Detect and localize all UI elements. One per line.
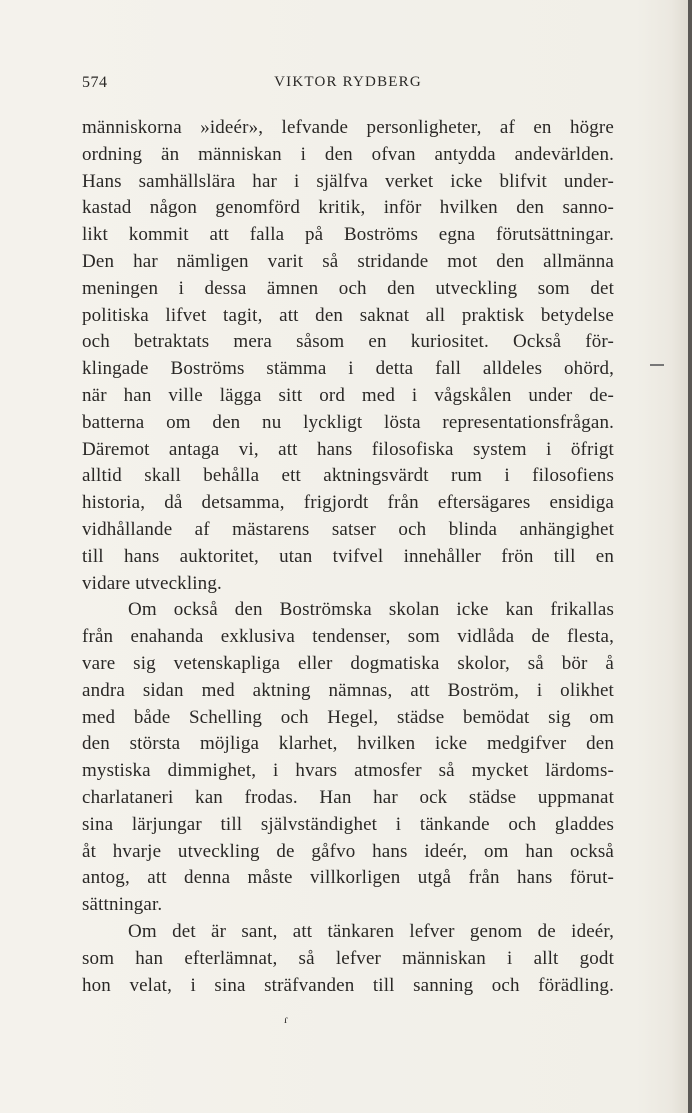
text-line: Om det är sant, att tänkaren lefver genom de ideér, <box>128 920 614 942</box>
text-line: antog, att denna måste villkorligen utgå från hans förut- <box>82 867 614 889</box>
text-line: Däremot antaga vi, att hans filosofiska system i öfrigt <box>82 438 614 460</box>
text-line: historia, då detsamma, frigjordt från eftersägares ensidiga <box>82 492 614 514</box>
page-header <box>82 74 614 98</box>
text-line: sina lärjungar till självständighet i tänkande och gladdes <box>82 813 614 835</box>
text-line: sättningar. <box>82 894 163 916</box>
body-text <box>82 115 614 999</box>
text-line: Den har nämligen varit så stridande mot den allmänna <box>82 250 614 272</box>
text-line: hon velat, i sina sträfvanden till sanning och förädling. <box>82 974 614 996</box>
running-head: VIKTOR RYDBERG <box>274 74 422 90</box>
text-line: andra sidan med aktning nämnas, att Boström, i olikhet <box>82 679 614 701</box>
text-line: vidare utveckling. <box>82 572 222 594</box>
text-line: klingade Boströms stämma i detta fall alldeles ohörd, <box>82 358 614 380</box>
text-line: alltid skall behålla ett aktningsvärdt rum i filosofiens <box>82 465 614 487</box>
text-line: Hans samhällslära har i själfva verket icke blifvit under- <box>82 170 614 192</box>
text-line: ordning än människan i den ofvan antydda andevärlden. <box>82 143 614 165</box>
printer-mark: ɾ <box>284 1012 288 1026</box>
text-line: mystiska dimmighet, i hvars atmosfer så mycket lärdoms- <box>82 760 614 782</box>
margin-mark <box>650 364 664 366</box>
page-edge <box>688 0 692 1113</box>
text-line: vidhållande af mästarens satser och blinda anhängighet <box>82 518 614 540</box>
text-line: åt hvarje utveckling de gåfvo hans ideér, om han också <box>82 840 614 862</box>
text-line: och betraktats mera såsom en kuriositet. Också för- <box>82 331 614 353</box>
text-line: meningen i dessa ämnen och den utveckling som det <box>82 277 614 299</box>
text-line: från enahanda exklusiva tendenser, som vidlåda de flesta, <box>82 626 614 648</box>
text-line: Om också den Boströmska skolan icke kan frikallas <box>128 599 614 621</box>
text-line: batterna om den nu lyckligt lösta representationsfrågan. <box>82 411 614 433</box>
text-line: med både Schelling och Hegel, städse bemödat sig om <box>82 706 614 728</box>
text-line: den största möjliga klarhet, hvilken icke medgifver den <box>82 733 614 755</box>
text-line: kastad någon genomförd kritik, inför hvilken den sanno- <box>82 197 614 219</box>
text-line: charlataneri kan frodas. Han har ock städse uppmanat <box>82 786 614 808</box>
text-line: vare sig vetenskapliga eller dogmatiska skolor, så bör å <box>82 652 614 674</box>
page-number: 574 <box>82 74 108 91</box>
text-line: till hans auktoritet, utan tvifvel innehåller frön till en <box>82 545 614 567</box>
text-line: likt kommit att falla på Boströms egna förutsättningar. <box>82 224 614 246</box>
text-line: som han efterlämnat, så lefver människan i allt godt <box>82 947 614 969</box>
text-line: människorna »ideér», lefvande personligheter, af en högre <box>82 117 614 138</box>
text-line: när han ville lägga sitt ord med i vågskålen under de- <box>82 384 614 406</box>
text-line: politiska lifvet tagit, att den saknat all praktisk betydelse <box>82 304 614 326</box>
